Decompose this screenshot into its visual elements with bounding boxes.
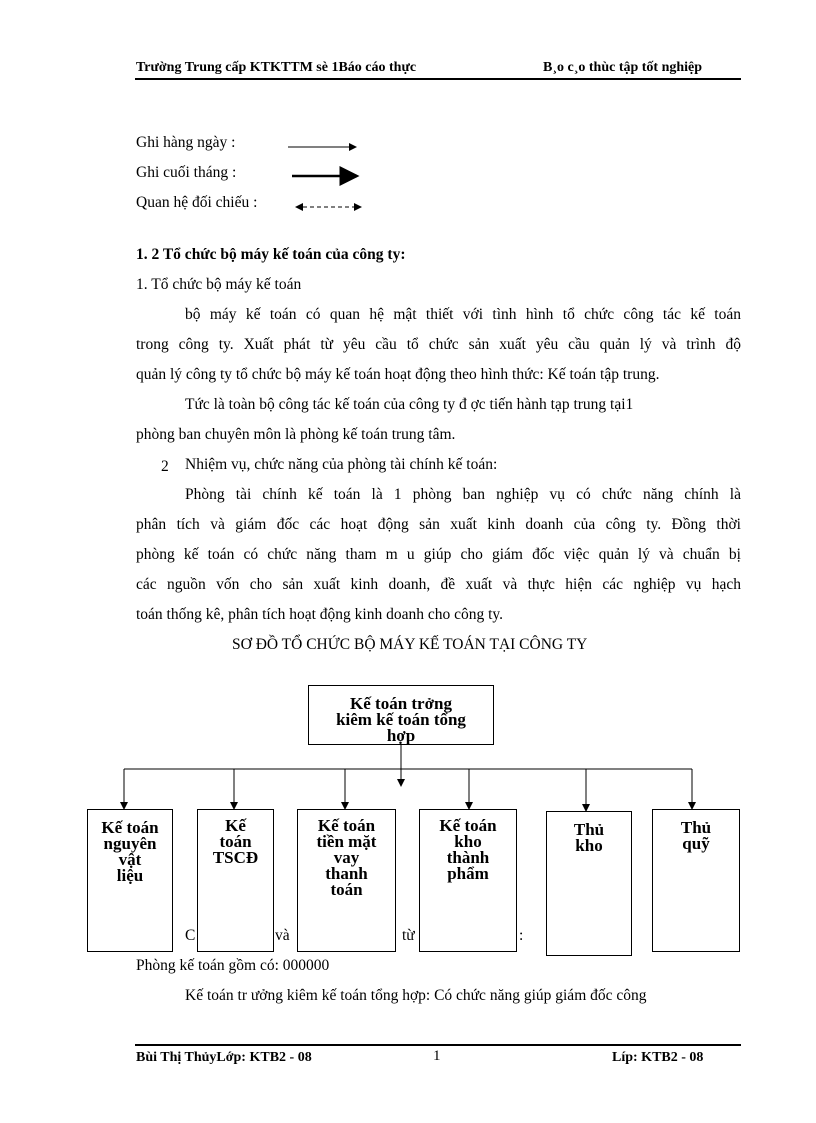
page-number: 1 xyxy=(433,1048,441,1064)
footer-left: Bùi Thị ThủyLớp: KTB2 - 08 xyxy=(136,1050,312,1065)
text-fragment: C xyxy=(185,927,196,944)
legend-monthly-label: Ghi cuối tháng : xyxy=(136,164,237,181)
text-fragment: và xyxy=(275,927,290,944)
paragraph-line: Kế toán tr ưởng kiêm kế toán tổng hợp: Có chức năng giúp giám đốc công xyxy=(185,987,647,1004)
paragraph-line: bộ máy kế toán có quan hệ mật thiết với tình hình tổ chức công tác kế toán xyxy=(185,306,741,323)
org-box-label: Thủ kho xyxy=(573,820,605,855)
org-box-fixed-assets xyxy=(197,809,274,952)
org-box-cash xyxy=(297,809,396,952)
subheading-1: 1. Tổ chức bộ máy kế toán xyxy=(136,276,302,293)
paragraph-line: các nguồn vốn cho sản xuất kinh doanh, đề xuất và thực hiện các nghiệp vụ hạch xyxy=(136,576,741,593)
org-box-finished-goods xyxy=(419,809,517,952)
footer-rule xyxy=(135,1044,741,1046)
subheading-2: Nhiệm vụ, chức năng của phòng tài chính kế toán: xyxy=(185,456,498,473)
paragraph-line: toán thống kê, phân tích hoạt động kinh doanh cho công ty. xyxy=(136,606,504,623)
org-chief-accountant-box xyxy=(308,685,494,745)
subheading-2-number: 2 xyxy=(161,458,169,475)
org-box-storekeeper xyxy=(546,811,632,956)
paragraph-line: quản lý công ty tổ chức bộ máy kế toán hoạt động theo hình thức: Kế toán tập trung. xyxy=(136,366,660,383)
legend-reconcile-label: Quan hệ đối chiếu : xyxy=(136,194,258,211)
paragraph-line: trong công ty. Xuất phát từ yêu cầu tổ chức sản xuất yêu cầu quản lý và trình độ xyxy=(136,336,741,353)
chart-title: SƠ ĐỒ TỔ CHỨC BỘ MÁY KẾ TOÁN TẠI CÔNG TY xyxy=(232,636,588,653)
org-box-label: Kế toán tiền mặt vay thanh toán xyxy=(316,816,377,899)
org-box-label: Kế toán kho thành phẩm xyxy=(439,816,497,883)
org-box-label: Kế toán TSCĐ xyxy=(212,816,259,867)
header-right: B¸o c¸o thùc tập tốt nghiệp xyxy=(543,60,703,75)
text-fragment: : xyxy=(519,927,524,944)
org-box-materials xyxy=(87,809,173,952)
paragraph-line: Tức là toàn bộ công tác kế toán của công ty đ ợc tiến hành tạp trung tại1 xyxy=(185,396,634,413)
paragraph-line: phân tích và giám đốc các hoạt động sản xuất kinh doanh của công ty. Đồng thời xyxy=(136,516,741,533)
org-box-label: Kế toán nguyên vật liệu xyxy=(101,818,159,885)
paragraph-line: phòng ban chuyên môn là phòng kế toán trung tâm. xyxy=(136,426,456,443)
paragraph-line: Phòng kế toán gồm có: 000000 xyxy=(136,957,330,974)
org-chief-accountant-label: Kế toán trởng kiêm kế toán tổng hợp xyxy=(336,694,466,745)
text-fragment: từ xyxy=(402,927,415,944)
paragraph-line: Phòng tài chính kế toán là 1 phòng ban nghiệp vụ có chức năng chính là xyxy=(185,486,741,503)
org-box-cashier xyxy=(652,809,740,952)
org-box-label: Thủ quỹ xyxy=(680,818,712,853)
section-heading: 1. 2 Tổ chức bộ máy kế toán của công ty: xyxy=(136,246,406,263)
legend-daily-label: Ghi hàng ngày : xyxy=(136,134,236,151)
header-left: Trường Trung cấp KTKTTM sè 1Báo cáo thực xyxy=(136,60,417,75)
footer-right: Líp: KTB2 - 08 xyxy=(612,1050,704,1065)
paragraph-line: phòng kế toán có chức năng tham m u giúp cho giám đốc việc quản lý và chuẩn bị xyxy=(136,546,741,563)
